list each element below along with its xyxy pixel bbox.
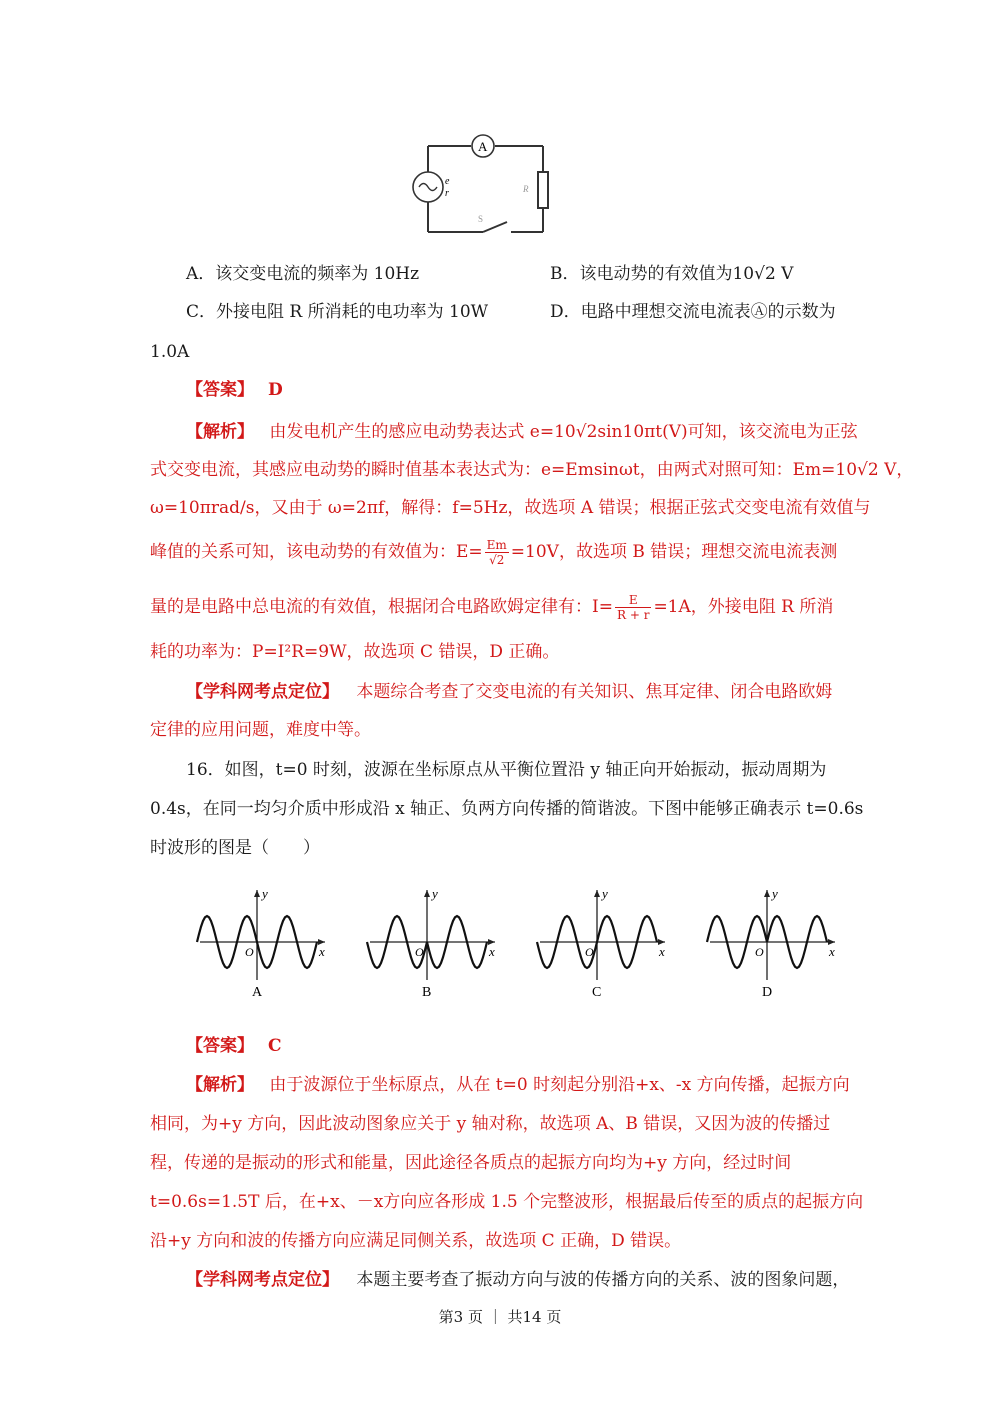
key-point-text: 本题主要考查了振动方向与波的传播方向的关系、波的图象问题， bbox=[356, 1270, 850, 1290]
answer-tag: 【答案】 bbox=[186, 1036, 254, 1056]
graph-label: C bbox=[592, 985, 602, 1000]
q15-analysis-line-2: 式交变电流，其感应电动势的瞬时值基本表达式为：e=Emsinωt，由两式对照可知：Em=10√2 V， bbox=[150, 460, 914, 480]
graph-label: A bbox=[252, 985, 263, 1000]
q15-analysis-line-3: ω=10πrad/s，又由于 ω=2πf，解得：f=5Hz，故选项 A 错误；根据正弦式交变电流有效值与 bbox=[150, 498, 871, 518]
key-point-text: 本题综合考查了交变电流的有关知识、焦耳定律、闭合电路欧姆 bbox=[356, 682, 833, 702]
analysis-tag: 【解析】 bbox=[186, 422, 254, 442]
x-axis-label: x bbox=[489, 944, 495, 959]
answer-tag: 【答案】 bbox=[186, 380, 254, 400]
key-point-tag: 【学科网考点定位】 bbox=[186, 1270, 339, 1290]
origin-label: O bbox=[245, 945, 254, 959]
q16-analysis-line-5: 沿+y 方向和波的传播方向应满足同侧关系，故选项 C 正确，D 错误。 bbox=[150, 1231, 682, 1251]
page-footer: 第3 页 ｜ 共14 页 bbox=[438, 1308, 562, 1326]
answer-value: C bbox=[268, 1036, 282, 1056]
analysis-text: 峰值的关系可知，该电动势的有效值为：E= bbox=[150, 542, 483, 562]
q16-analysis-line-1 bbox=[186, 1073, 850, 1097]
q16-analysis-line-4: t=0.6s=1.5T 后，在+x、－x方向应各形成 1.5 个完整波形，根据最后传至的质点的起振方向 bbox=[150, 1192, 864, 1212]
q16-stem-line-2: 0.4s，在同一均匀介质中形成沿 x 轴正、负两方向传播的简谐波。下图中能够正确表示 t=0.6s bbox=[150, 799, 864, 819]
y-axis-arrow bbox=[254, 890, 260, 897]
switch-label: S bbox=[478, 214, 484, 224]
origin-label: O bbox=[585, 945, 594, 959]
y-axis-arrow bbox=[424, 890, 430, 897]
wave-graph-a bbox=[197, 886, 325, 1000]
y-axis-label: y bbox=[602, 886, 608, 901]
ammeter-label: A bbox=[478, 139, 488, 154]
q16-stem-line-1: 16．如图，t=0 时刻，波源在坐标原点从平衡位置沿 y 轴正向开始振动，振动周期为 bbox=[186, 760, 827, 780]
emf-label: e bbox=[445, 176, 450, 187]
q15-option-c: C．外接电阻 R 所消耗的电功率为 10W bbox=[186, 302, 489, 322]
q15-option-a: A．该交变电流的频率为 10Hz bbox=[186, 264, 420, 284]
q16-key-point bbox=[186, 1268, 849, 1292]
y-axis-arrow bbox=[764, 890, 770, 897]
wave-graph-d bbox=[707, 886, 835, 1000]
x-axis-label: x bbox=[659, 944, 665, 959]
graph-label: B bbox=[422, 985, 432, 1000]
q16-analysis-line-2: 相同，为+y 方向，因此波动图象应关于 y 轴对称，故选项 A、B 错误，又因为波的传播过 bbox=[150, 1114, 831, 1134]
q16-wave-graphs bbox=[195, 880, 855, 1000]
q15-option-b: B．该电动势的有效值为10√2 V bbox=[550, 264, 794, 284]
analysis-text: 量的是电路中总电流的有效值，根据闭合电路欧姆定律有：I= bbox=[150, 597, 613, 617]
origin-label: O bbox=[755, 945, 764, 959]
q16-analysis-line-3: 程，传递的是振动的形式和能量，因此途径各质点的起振方向均为+y 方向，经过时间 bbox=[150, 1153, 792, 1173]
y-axis-label: y bbox=[772, 886, 778, 901]
q15-answer bbox=[186, 378, 283, 402]
q15-key-point-continued: 定律的应用问题，难度中等。 bbox=[150, 720, 371, 740]
wave-graphs-svg bbox=[195, 880, 855, 1000]
key-point-tag: 【学科网考点定位】 bbox=[186, 682, 339, 702]
analysis-text: =1A，外接电阻 R 所消 bbox=[653, 597, 834, 617]
y-axis-label: y bbox=[432, 886, 438, 901]
q15-analysis-line-6: 耗的功率为：P=I²R=9W，故选项 C 错误，D 正确。 bbox=[150, 642, 560, 662]
answer-value: D bbox=[268, 380, 283, 400]
fraction-em-over-root2: $\frac{Em}{√2}$ bbox=[486, 538, 507, 567]
x-axis-label: x bbox=[829, 944, 835, 959]
analysis-tag: 【解析】 bbox=[186, 1075, 254, 1095]
q16-answer bbox=[186, 1034, 282, 1058]
y-axis-arrow bbox=[594, 890, 600, 897]
q15-analysis-line-4 bbox=[150, 538, 837, 567]
analysis-text: 由发电机产生的感应电动势表达式 e=10√2sin10πt(V)可知，该交流电为正弦 bbox=[269, 422, 858, 442]
circuit-diagram bbox=[395, 128, 565, 243]
y-axis-label: y bbox=[262, 886, 268, 901]
fraction-e-over-r-plus-r: $\frac{E}{R + r}$ bbox=[616, 593, 650, 622]
x-axis-label: x bbox=[319, 944, 325, 959]
q15-analysis-line-1 bbox=[186, 420, 858, 444]
analysis-text: =10V，故选项 B 错误；理想交流电流表测 bbox=[510, 542, 838, 562]
graph-label: D bbox=[762, 985, 773, 1000]
origin-label: O bbox=[415, 945, 424, 959]
wave-graph-b bbox=[367, 886, 495, 1000]
q15-key-point bbox=[186, 680, 832, 704]
q15-analysis-line-5 bbox=[150, 593, 833, 622]
q16-stem-line-3: 时波形的图是（ ） bbox=[150, 838, 320, 858]
resistor-label: R bbox=[523, 184, 529, 194]
q15-option-d: D．电路中理想交流电流表Ⓐ的示数为 bbox=[550, 302, 836, 322]
q15-option-d-continued: 1.0A bbox=[150, 342, 190, 362]
wave-graph-c bbox=[537, 886, 665, 1000]
internal-resistance-label: r bbox=[445, 188, 449, 199]
analysis-text: 由于波源位于坐标原点，从在 t=0 时刻起分别沿+x、-x 方向传播，起振方向 bbox=[269, 1075, 850, 1095]
